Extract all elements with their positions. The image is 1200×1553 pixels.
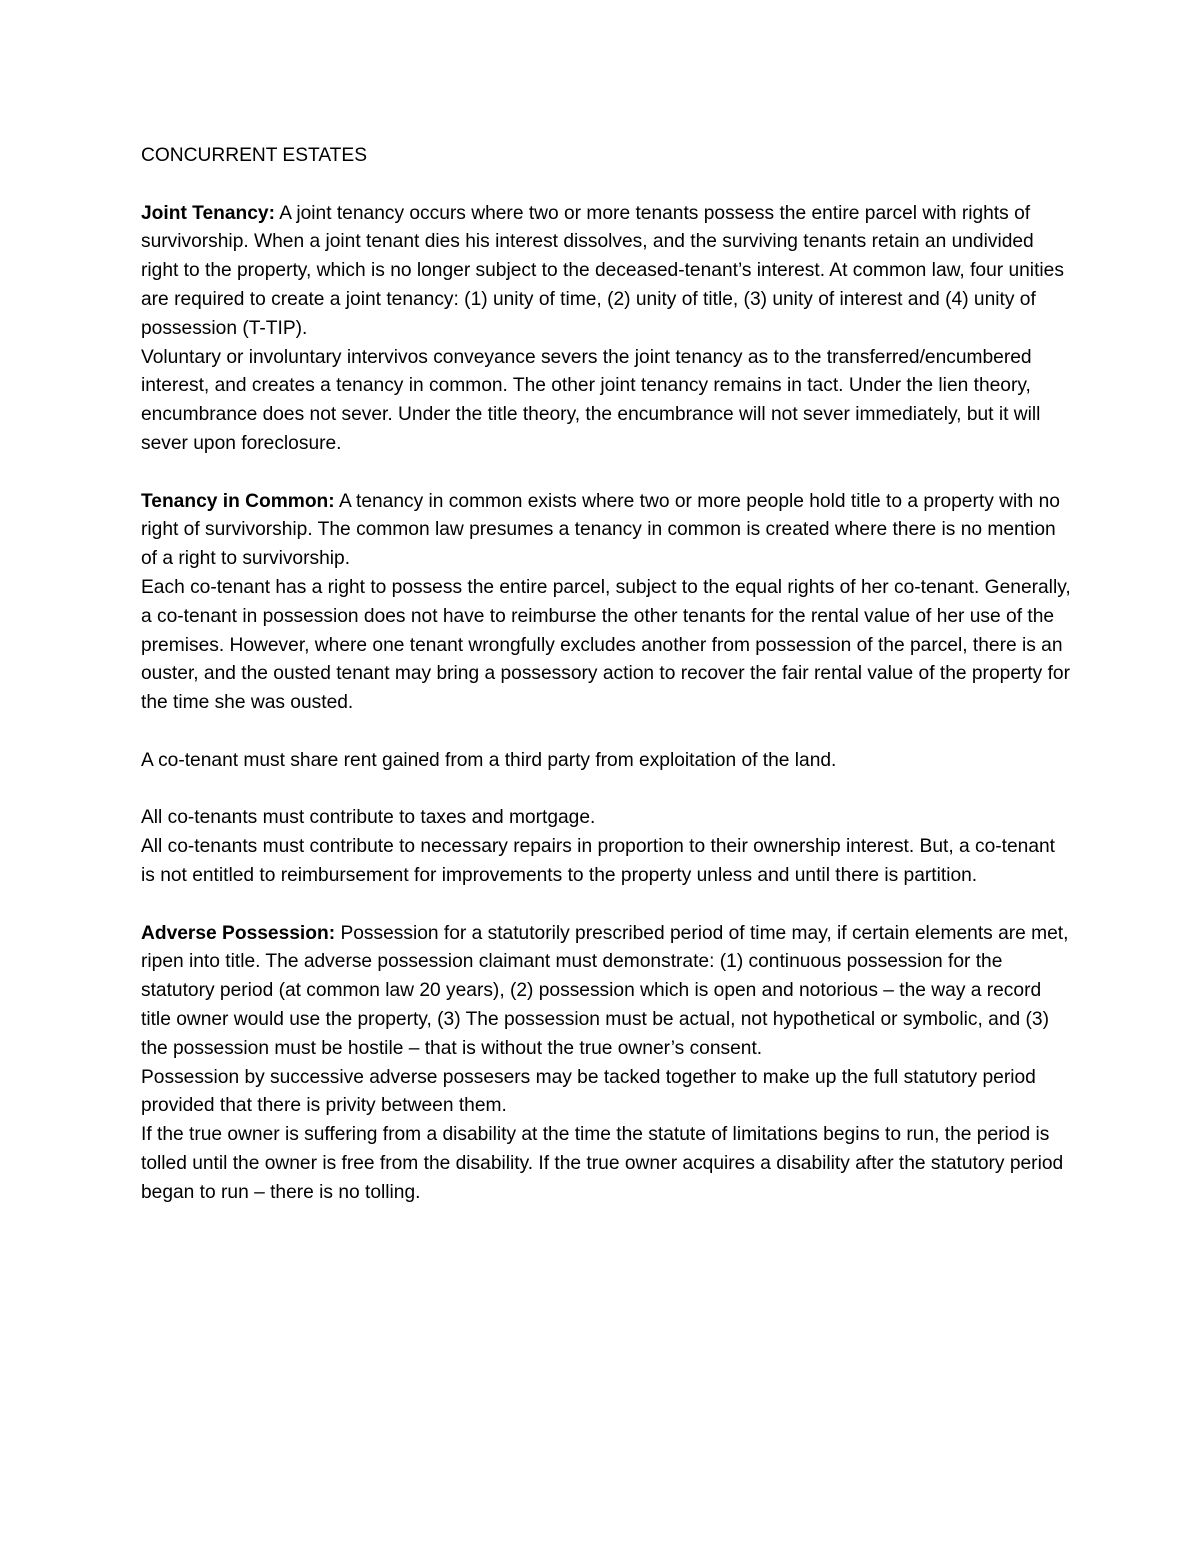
document-page — [141, 142, 1071, 1207]
spacer — [141, 891, 1071, 920]
tacking-paragraph: Possession by successive adverse possesers may be tacked together to make up the full statutory period provided that there is privity between them. — [141, 1066, 1036, 1117]
tolling-paragraph: If the true owner is suffering from a disability at the time the statute of limitations begins to run, the period is tolled until the owner is free from the disability. If the true owner acquires a disability after the statutory period began to run – there is no tolling. — [141, 1124, 1064, 1203]
adverse-possession-term: Adverse Possession: — [141, 922, 336, 944]
adverse-possession-definition: Possession for a statutorily prescribed period of time may, if certain elements are met, ripen into title. The adverse possession claimant must demonstrate: (1) continuous possession for the statutory period (at common law 20 years), (2) possession which is open and notorious – the way a record title owner would use the property, (3) The possession must be actual, not hypothetical or symbolic, and (3) the possession must be hostile – that is without the true owner’s consent. — [141, 922, 1069, 1059]
spacer — [141, 171, 1071, 200]
spacer — [141, 776, 1071, 805]
joint-tenancy-definition: A joint tenancy occurs where two or more tenants possess the entire parcel with rights of survivorship. When a joint tenant dies his interest dissolves, and the surviving tenants retain an undivided right to the property, which is no longer subject to the deceased-tenant’s interest. At common law, four unities are required to create a joint tenancy: (1) unity of time, (2) unity of title, (3) unity of interest and (4) unity of possession (T-TIP). — [141, 202, 1064, 339]
cotenant-taxes-paragraph: All co-tenants must contribute to taxes and mortgage. — [141, 807, 596, 829]
cotenant-repairs-paragraph: All co-tenants must contribute to necessary repairs in proportion to their ownership interest. But, a co-tenant is not entitled to reimbursement for improvements to the property unless and until there is partition. — [141, 836, 1056, 886]
tenancy-in-common-paragraph — [141, 488, 1071, 574]
tenancy-in-common-definition: A tenancy in common exists where two or more people hold title to a property with no right of survivorship. The common law presumes a tenancy in common is created where there is no mention of a right to survivorship. — [141, 490, 1060, 570]
adverse-possession-paragraph — [141, 920, 1071, 1064]
joint-tenancy-paragraph — [141, 200, 1071, 344]
cotenant-possession-paragraph: Each co-tenant has a right to possess the entire parcel, subject to the equal rights of her co-tenant. Generally, a co-tenant in possession does not have to reimburse the other tenants for the rental value of her use of the premises. However, where one tenant wrongfully excludes another from possession of the parcel, there is an ouster, and the ousted tenant may bring a possessory action to recover the fair rental value of the property for the time she was ousted. — [141, 576, 1071, 714]
spacer — [141, 718, 1071, 747]
cotenant-rent-paragraph: A co-tenant must share rent gained from a third party from exploitation of the land. — [141, 749, 837, 771]
spacer — [141, 459, 1071, 488]
joint-tenancy-severance-paragraph: Voluntary or involuntary intervivos conveyance severs the joint tenancy as to the transferred/encumbered interest, and creates a tenancy in common. The other joint tenancy remains in tact. Under the lien theory, encumbrance does not sever. Under the title theory, the encumbrance will not sever immediately, but it will sever upon foreclosure. — [141, 346, 1041, 454]
tenancy-in-common-term: Tenancy in Common: — [141, 490, 335, 512]
joint-tenancy-term: Joint Tenancy: — [141, 202, 275, 224]
document-title: CONCURRENT ESTATES — [141, 145, 368, 166]
